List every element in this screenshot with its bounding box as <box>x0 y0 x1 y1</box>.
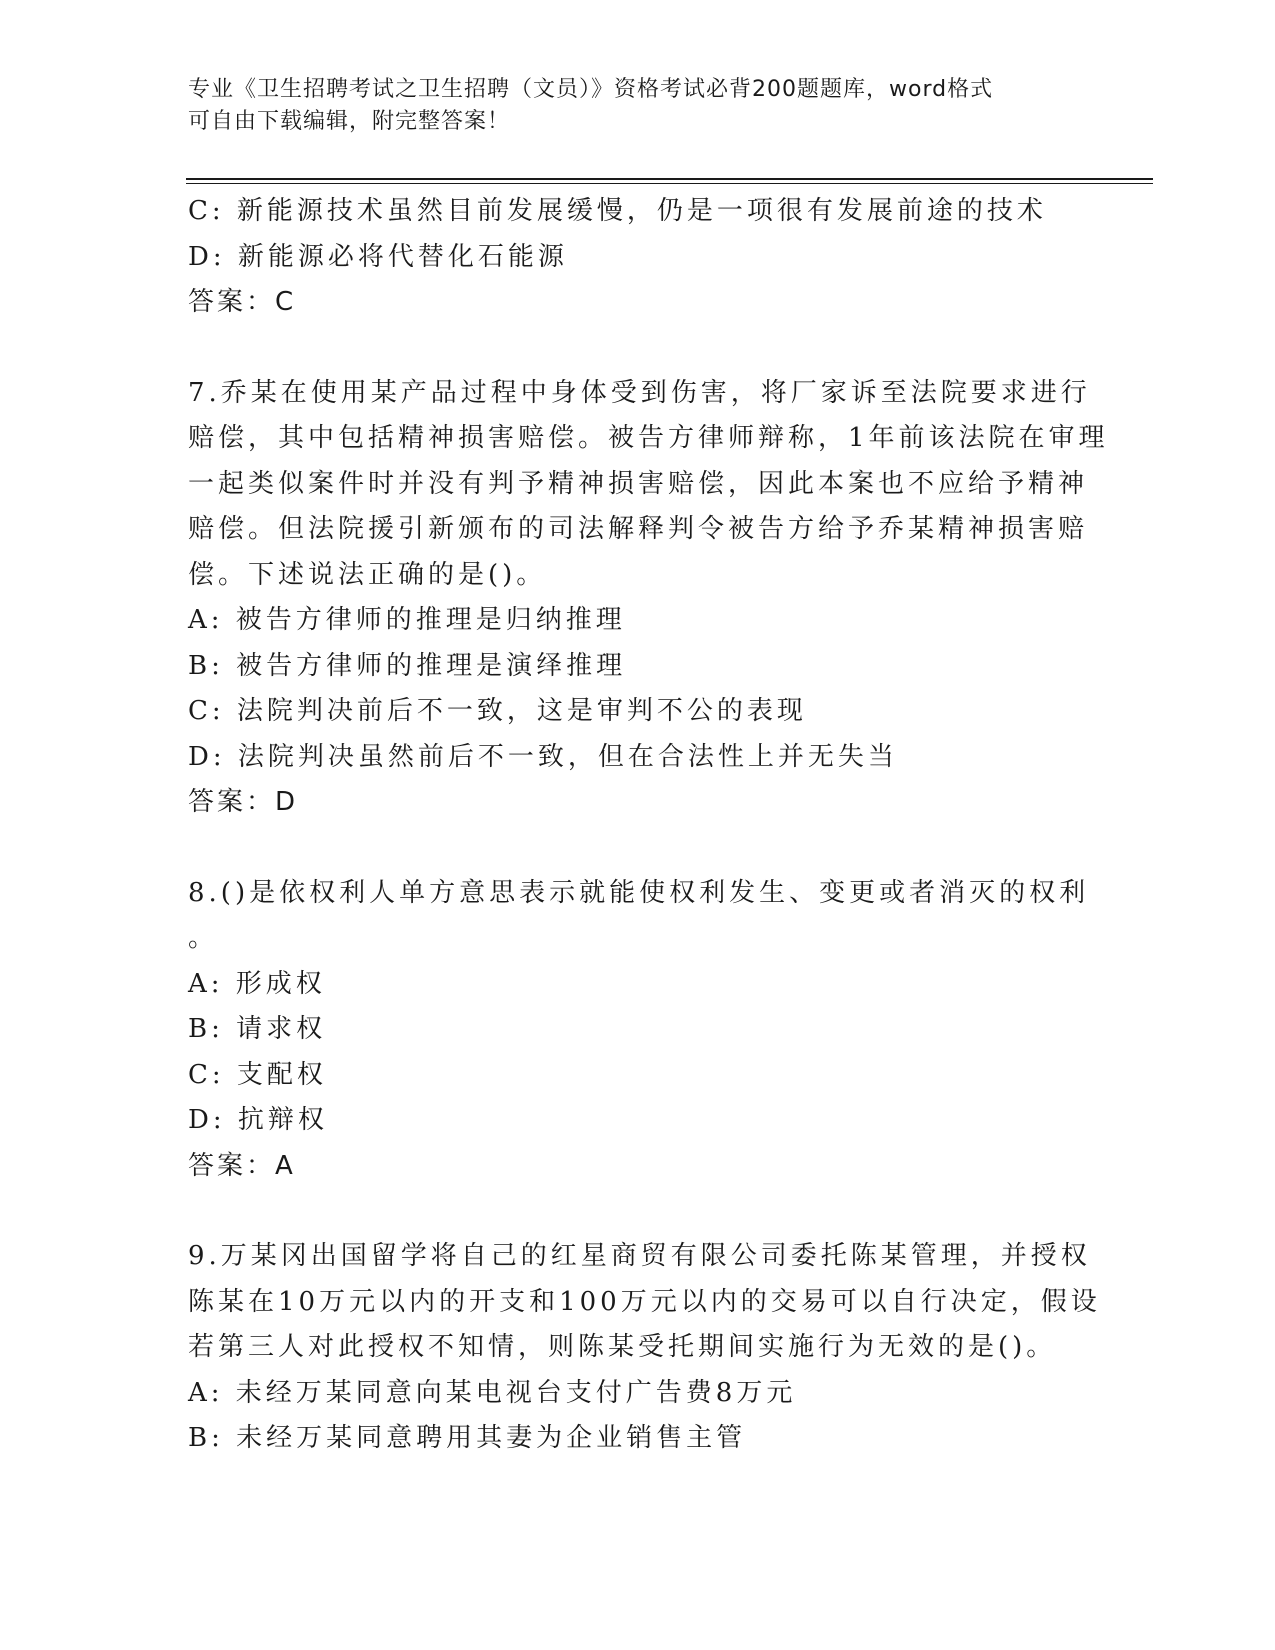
option-d: D: 法院判决虽然前后不一致，但在合法性上并无失当 <box>188 741 898 772</box>
question-stem-line: 9.万某冈出国留学将自己的红星商贸有限公司委托陈某管理，并授权 <box>188 1241 1091 1271</box>
question-spacer <box>188 826 1088 871</box>
option-c: C: 法院判决前后不一致，这是审判不公的表现 <box>188 696 807 726</box>
question-stem-line: 若第三人对此授权不知情，则陈某受托期间实施行为无效的是()。 <box>188 1332 1057 1362</box>
question-stem-line: 赔偿，其中包括精神损害赔偿。被告方律师辩称，1年前该法院在审理 <box>188 423 1109 453</box>
question-stem-line: 赔偿。但法院援引新颁布的司法解释判令被告方给予乔某精神损害赔 <box>188 514 1089 544</box>
header-line-2: 可自由下载编辑，附完整答案！ <box>188 109 511 134</box>
document-header <box>188 74 1068 138</box>
question-7 <box>188 371 1109 826</box>
question-stem-line: 7.乔某在使用某产品过程中身体受到伤害，将厂家诉至法院要求进行 <box>188 377 1091 408</box>
question-spacer <box>188 326 1088 371</box>
answer-line: 答案：D <box>188 787 299 817</box>
option-c: C: 新能源技术虽然目前发展缓慢，仍是一项很有发展前途的技术 <box>188 196 1047 226</box>
header-divider-thick <box>186 178 1153 180</box>
option-a: A: 未经万某同意向某电视台支付广告费8万元 <box>188 1377 797 1408</box>
answer-line: 答案：A <box>188 1150 296 1181</box>
question-stem-line: 。 <box>188 923 219 953</box>
answer-line: 答案：C <box>188 287 297 317</box>
question-stem-line: 8.()是依权利人单方意思表示就能使权利发生、变更或者消灭的权利 <box>188 877 1090 908</box>
option-c: C: 支配权 <box>188 1059 327 1090</box>
header-line-1: 专业《卫生招聘考试之卫生招聘（文员）》资格考试必背200题题库，word格式 <box>188 77 994 102</box>
question-spacer <box>188 1189 1088 1234</box>
previous-question <box>188 189 1088 326</box>
question-8 <box>188 871 1088 1190</box>
question-stem-line: 偿。下述说法正确的是()。 <box>188 559 547 590</box>
option-b: B: 未经万某同意聘用其妻为企业销售主管 <box>188 1423 747 1453</box>
option-a: A: 被告方律师的推理是归纳推理 <box>188 605 626 635</box>
question-stem-line: 一起类似案件时并没有判予精神损害赔偿，因此本案也不应给予精神 <box>188 468 1089 499</box>
option-d: D: 新能源必将代替化石能源 <box>188 241 568 272</box>
question-content <box>188 189 1109 1462</box>
option-a: A: 形成权 <box>188 968 326 999</box>
question-9 <box>188 1234 1101 1462</box>
question-stem-line: 陈某在10万元以内的开支和100万元以内的交易可以自行决定，假设 <box>188 1286 1101 1317</box>
option-b: B: 请求权 <box>188 1014 327 1044</box>
option-b: B: 被告方律师的推理是演绎推理 <box>188 650 627 681</box>
header-divider-thin <box>186 183 1153 184</box>
option-d: D: 抗辩权 <box>188 1105 328 1135</box>
